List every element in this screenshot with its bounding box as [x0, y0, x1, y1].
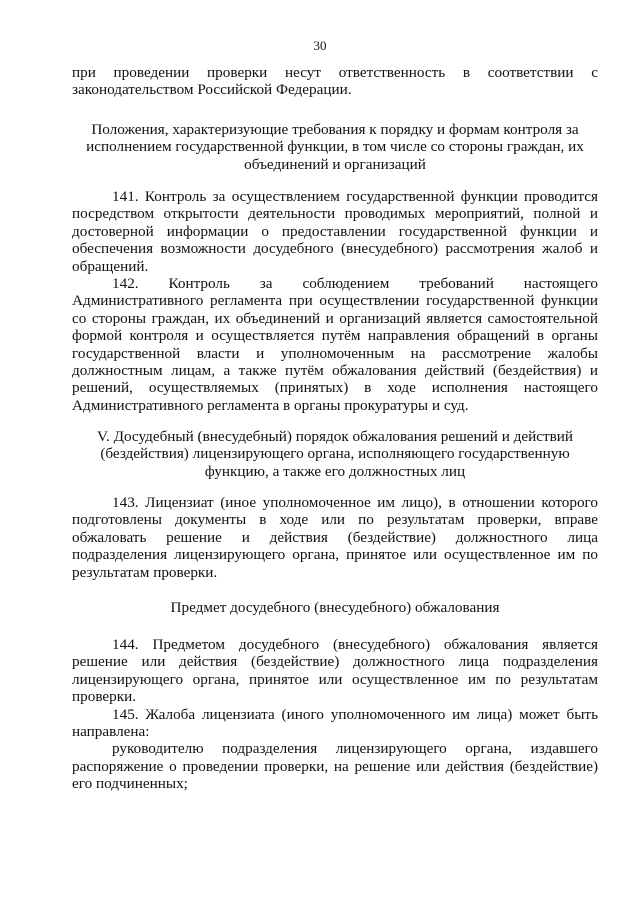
section-heading-v: V. Досудебный (внесудебный) порядок обжалования решений и действий (бездействия) лицензирующего органа, исполняющего государственную функцию, а также его должностных лиц: [96, 428, 574, 480]
paragraph-145: 145. Жалоба лицензиата (иного уполномоченного им лица) может быть направлена:: [72, 705, 598, 741]
section-heading-control: Положения, характеризующие требования к порядку и формам контроля за исполнением государственной функции, в том числе со стороны граждан, их объединений и организаций: [86, 121, 584, 173]
paragraph-143: 143. Лицензиат (иное уполномоченное им лицо), в отношении которого подготовлены документы в ходе или по результатам проверки, вправе обжаловать решение и действия (бездействие) должностного лица подразделения лицензирующего органа, принятое или осуществленное им по результатам проверки.: [72, 494, 598, 581]
section-heading-subject: Предмет досудебного (внесудебного) обжалования: [170, 599, 500, 616]
paragraph-145-item: руководителю подразделения лицензирующего органа, издавшего распоряжение о проведении проверки, на решение или действия (бездействие) его подчиненных;: [72, 740, 598, 793]
paragraph-continuation: при проведении проверки несут ответственность в соответствии с законодательством Российской Федерации.: [72, 64, 598, 99]
paragraph-144: 144. Предметом досудебного (внесудебного) обжалования является решение или действия (бездействие) должностного лица подразделения лицензирующего органа, принятое или осуществленное им по результатам проверки.: [72, 636, 598, 706]
paragraph-142: 142. Контроль за соблюдением требований настоящего Административного регламента при осуществлении государственной функции со стороны граждан, их объединений и организаций является самостоятельной формой контроля и осуществляется путём направления обращений в органы государственной власти и уполномоченным на рассмотрение жалобы должностным лицам, а также путём обжалования действий (бездействия) и решений, осуществляемых (принятых) в ходе исполнения настоящего Административного регламента в органы прокуратуры и суд.: [72, 275, 598, 414]
page-number: 30: [313, 38, 327, 53]
paragraph-141: 141. Контроль за осуществлением государственной функции проводится посредством открытости деятельности проводимых мероприятий, полной и достоверной информации о предоставлении государственной функции и обеспечения возможности досудебного (внесудебного) рассмотрения жалоб и обращений.: [72, 188, 598, 275]
